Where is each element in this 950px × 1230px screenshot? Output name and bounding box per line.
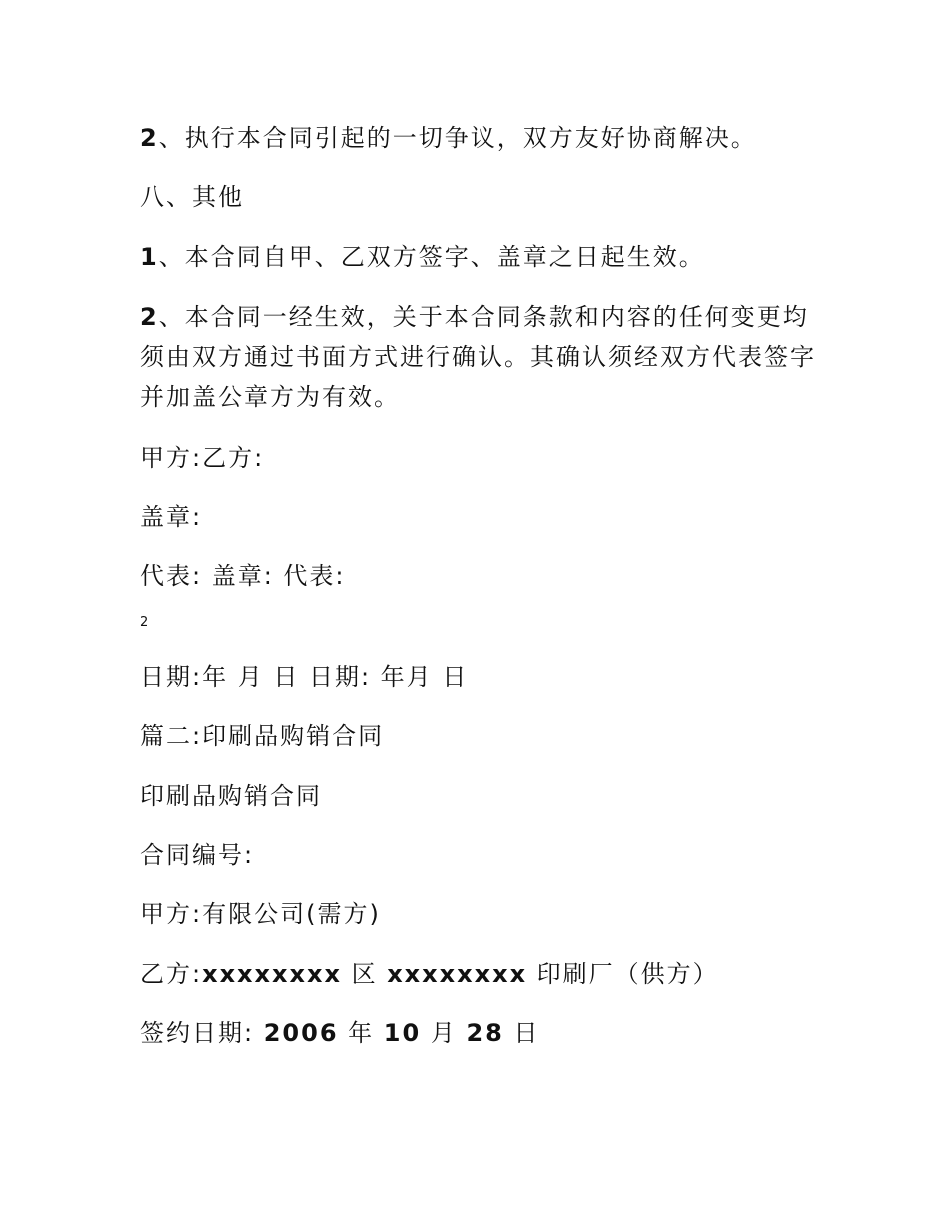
contract-number: 合同编号:	[140, 841, 255, 869]
section-heading-other: 八、其他	[140, 183, 244, 211]
clause-number: 2	[140, 124, 159, 152]
contract-title: 印刷品购销合同	[140, 782, 322, 810]
clause-2-changes	[140, 297, 820, 417]
clause-2-dispute	[140, 118, 757, 158]
clause-number: 2	[140, 303, 159, 331]
article-title: 篇二:印刷品购销合同	[140, 722, 385, 750]
clause-text: 、本合同一经生效，关于本合同条款和内容的任何变更均须由双方通过书面方式进行确认。其确认须经双方代表签字并加盖公章方为有效。	[140, 303, 816, 411]
party-b: 乙方:xxxxxxxx 区 xxxxxxxx 印刷厂（供方）	[140, 960, 719, 988]
party-labels: 甲方:乙方:	[140, 444, 265, 472]
clause-1-effective	[140, 237, 705, 277]
seal-label: 盖章:	[140, 503, 203, 531]
clause-text: 、执行本合同引起的一切争议，双方友好协商解决。	[158, 124, 757, 152]
clause-text: 、本合同自甲、乙双方签字、盖章之日起生效。	[158, 243, 705, 271]
signing-date: 签约日期: 2006 年 10 月 28 日	[140, 1019, 540, 1047]
date-line: 日期:年 月 日 日期: 年月 日	[140, 663, 469, 691]
clause-number: 1	[140, 243, 159, 271]
page-number: 2	[140, 615, 149, 630]
party-a: 甲方:有限公司(需方)	[140, 900, 381, 928]
representative-seal-line: 代表: 盖章: 代表:	[140, 562, 346, 590]
